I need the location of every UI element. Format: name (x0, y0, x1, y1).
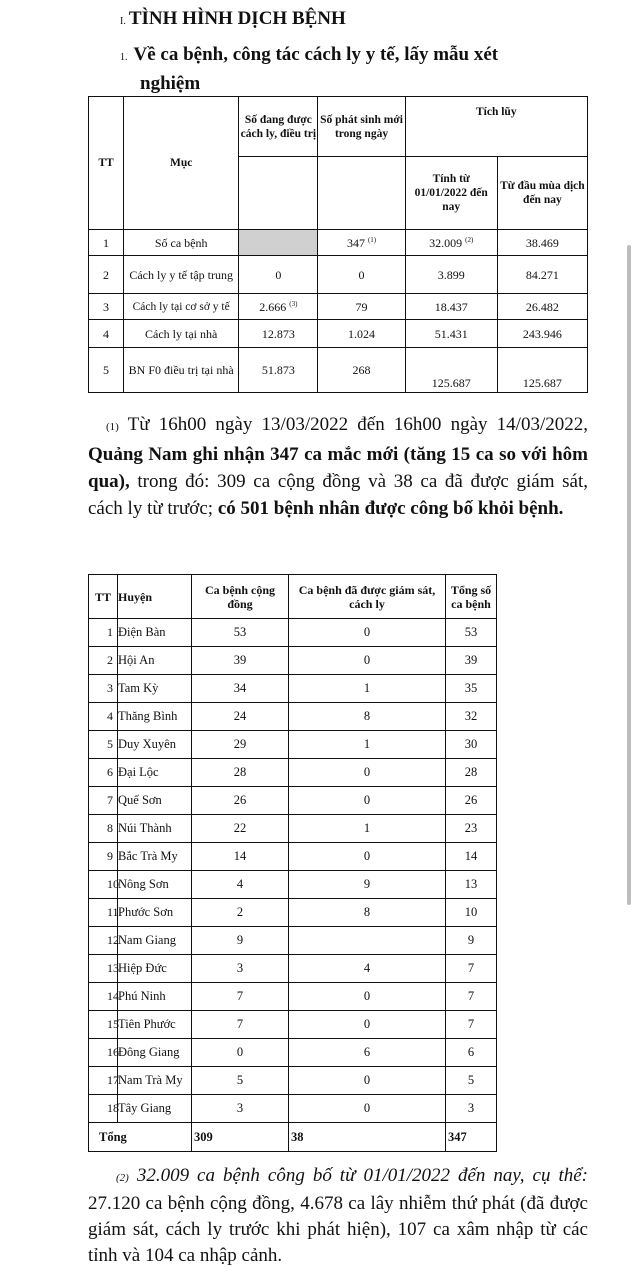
subsection-title-line1: Về ca bệnh, công tác cách ly y tế, lấy mẫu xét (133, 44, 499, 65)
cell-huyen: Quế Sơn (118, 787, 192, 815)
table-row (89, 899, 497, 927)
cell-tt: 7 (89, 787, 118, 815)
header-tich-luy: Tích lũy (405, 97, 587, 157)
cell-huyen: Đại Lộc (118, 759, 192, 787)
cell-huyen: Đông Giang (118, 1039, 192, 1067)
cell-giam-sat: 0 (289, 1067, 446, 1095)
header-tong-so: Tổng số ca bệnh (446, 575, 497, 619)
cell-cong-dong: 22 (192, 815, 289, 843)
cell-tu2022: 18.437 (405, 294, 497, 320)
header-cong-dong: Ca bệnh cộng đồng (192, 575, 289, 619)
table-row (89, 983, 497, 1011)
summary-table (88, 96, 588, 393)
total-row (89, 1123, 497, 1152)
cell-tt: 15 (89, 1011, 118, 1039)
cell-moi: 79 (318, 294, 405, 320)
cell-tt: 18 (89, 1095, 118, 1123)
table-row (89, 955, 497, 983)
footnote-mark: (3) (289, 299, 298, 308)
cell-tong: 53 (446, 619, 497, 647)
cell-tong: 243.946 (497, 320, 587, 348)
cell-giam-sat: 0 (289, 647, 446, 675)
cell-tt: 11 (89, 899, 118, 927)
table-row (89, 815, 497, 843)
cell-tt: 6 (89, 759, 118, 787)
table-row (89, 759, 497, 787)
para-bold: có 501 bệnh nhân được công bố khỏi bệnh. (217, 498, 564, 519)
para-text: Từ 16h00 ngày 13/03/2022 đến 16h00 ngày 14/03/2022, (118, 414, 588, 435)
cell-tong: 7 (446, 983, 497, 1011)
cell-tong: 32 (446, 703, 497, 731)
cell-giam-sat: 0 (289, 787, 446, 815)
cell-huyen: Thăng Bình (118, 703, 192, 731)
cell-cong-dong: 24 (192, 703, 289, 731)
para-bold: Quảng Nam ghi nhận 347 ca mắc mới (tăng 15 ca so với hôm qua), (88, 444, 588, 492)
cell-cong-dong: 26 (192, 787, 289, 815)
cell-dang: 12.873 (239, 320, 318, 348)
header-tt: TT (89, 97, 124, 230)
cell-giam-sat: 0 (289, 843, 446, 871)
cell-tong: 28 (446, 759, 497, 787)
cell-giam-sat: 8 (289, 703, 446, 731)
value: 2.666 (259, 299, 287, 314)
cell-huyen: Tây Giang (118, 1095, 192, 1123)
header-empty (239, 157, 318, 230)
cell-tong: 10 (446, 899, 497, 927)
cell-giam-sat: 6 (289, 1039, 446, 1067)
cell-huyen: Bắc Trà My (118, 843, 192, 871)
cell-cong-dong: 39 (192, 647, 289, 675)
cell-muc: Cách ly tại cơ sở y tế (124, 294, 239, 320)
cell-tong: 26 (446, 787, 497, 815)
total-tong: 347 (446, 1123, 497, 1152)
cell-tt: 10 (89, 871, 118, 899)
cell-moi: 1.024 (318, 320, 405, 348)
cell-tt: 13 (89, 955, 118, 983)
cell-huyen: Phú Ninh (118, 983, 192, 1011)
cell-tt: 2 (89, 647, 118, 675)
cell-tt: 5 (89, 731, 118, 759)
header-giam-sat: Ca bệnh đã được giám sát, cách ly (289, 575, 446, 619)
footnote-mark: (1) (106, 421, 119, 433)
cell-tong: 23 (446, 815, 497, 843)
cell-tt: 4 (89, 320, 124, 348)
table-row (89, 348, 588, 393)
header-tt: TT (89, 575, 118, 619)
cell-tong: 35 (446, 675, 497, 703)
cell-huyen: Nông Sơn (118, 871, 192, 899)
cell-huyen: Hội An (118, 647, 192, 675)
cell-tu2022 (405, 230, 497, 256)
cell-tong: 9 (446, 927, 497, 955)
cell-muc: Cách ly y tế tập trung (124, 256, 239, 294)
scrollbar[interactable] (627, 245, 631, 905)
cell-tt: 3 (89, 675, 118, 703)
cell-dang: 51.873 (239, 348, 318, 393)
cell-cong-dong: 7 (192, 983, 289, 1011)
header-phat-sinh: Số phát sinh mới trong ngày (318, 97, 405, 157)
header-huyen: Huyện (118, 575, 192, 619)
cell-giam-sat: 1 (289, 815, 446, 843)
cell-huyen: Tiên Phước (118, 1011, 192, 1039)
table-row (89, 675, 497, 703)
subsection-heading (120, 42, 600, 97)
cell-tong: 125.687 (497, 348, 587, 393)
total-label: Tổng (89, 1123, 192, 1152)
cell-tt: 5 (89, 348, 124, 393)
subsection-title-line2: nghiệm (140, 73, 201, 94)
footnote-mark: (1) (367, 235, 377, 244)
cell-tt: 1 (89, 619, 118, 647)
table-row (89, 731, 497, 759)
cell-huyen: Núi Thành (118, 815, 192, 843)
table-row (89, 647, 497, 675)
cell-huyen: Phước Sơn (118, 899, 192, 927)
cell-dang: 0 (239, 256, 318, 294)
district-table (88, 574, 497, 1152)
table-row (89, 320, 588, 348)
cell-giam-sat: 9 (289, 871, 446, 899)
cell-tt: 17 (89, 1067, 118, 1095)
cell-cong-dong: 0 (192, 1039, 289, 1067)
cell-tong: 6 (446, 1039, 497, 1067)
header-empty (318, 157, 405, 230)
cell-dang (239, 294, 318, 320)
cell-tu2022: 51.431 (405, 320, 497, 348)
footnote-mark: (2) (465, 235, 474, 244)
cell-tong: 30 (446, 731, 497, 759)
cell-huyen: Điện Bàn (118, 619, 192, 647)
table-row (89, 1039, 497, 1067)
subsection-number: 1. (120, 52, 128, 63)
cell-giam-sat (289, 927, 446, 955)
table-row (89, 294, 588, 320)
cell-muc: BN F0 điều trị tại nhà (124, 348, 239, 393)
cell-giam-sat: 0 (289, 759, 446, 787)
cell-cong-dong: 28 (192, 759, 289, 787)
table-row (89, 703, 497, 731)
cell-cong-dong: 9 (192, 927, 289, 955)
cell-cong-dong: 5 (192, 1067, 289, 1095)
table-row (89, 1011, 497, 1039)
table-row (89, 230, 588, 256)
cell-moi: 268 (318, 348, 405, 393)
cell-cong-dong: 53 (192, 619, 289, 647)
total-cd: 309 (192, 1123, 289, 1152)
cell-giam-sat: 0 (289, 1095, 446, 1123)
table-row (89, 256, 588, 294)
para-italic: 32.009 ca bệnh công bố từ 01/01/2022 đến nay, cụ thể: (128, 1165, 588, 1186)
cell-giam-sat: 0 (289, 619, 446, 647)
cell-moi: 0 (318, 256, 405, 294)
cell-cong-dong: 34 (192, 675, 289, 703)
cell-giam-sat: 1 (289, 675, 446, 703)
cell-giam-sat: 8 (289, 899, 446, 927)
cell-huyen: Tam Kỳ (118, 675, 192, 703)
header-tu-dau-mua: Từ đầu mùa dịch đến nay (497, 157, 587, 230)
cell-huyen: Nam Trà My (118, 1067, 192, 1095)
cell-cong-dong: 4 (192, 871, 289, 899)
section-title: TÌNH HÌNH DỊCH BỆNH (128, 8, 346, 29)
cell-tt: 12 (89, 927, 118, 955)
cell-cong-dong: 14 (192, 843, 289, 871)
cell-tt: 8 (89, 815, 118, 843)
table-row (89, 871, 497, 899)
cell-giam-sat: 0 (289, 983, 446, 1011)
cell-giam-sat: 0 (289, 1011, 446, 1039)
cell-muc: Số ca bệnh (124, 230, 239, 256)
cell-tong: 26.482 (497, 294, 587, 320)
cell-tong: 84.271 (497, 256, 587, 294)
cell-tu2022: 3.899 (405, 256, 497, 294)
header-tu-2022: Tính từ 01/01/2022 đến nay (405, 157, 497, 230)
cell-huyen: Duy Xuyên (118, 731, 192, 759)
cell-cong-dong: 3 (192, 955, 289, 983)
value: 32.009 (429, 235, 463, 250)
cell-tt: 14 (89, 983, 118, 1011)
cell-moi (318, 230, 405, 256)
cell-giam-sat: 1 (289, 731, 446, 759)
cell-huyen: Hiệp Đức (118, 955, 192, 983)
cell-tong: 7 (446, 955, 497, 983)
cell-tong: 13 (446, 871, 497, 899)
cell-cong-dong: 2 (192, 899, 289, 927)
footnote-mark: (2) (116, 1172, 129, 1184)
table-row (89, 787, 497, 815)
header-muc: Mục (124, 97, 239, 230)
table-row (89, 843, 497, 871)
header-dang-cach-ly: Số đang được cách ly, điều trị (239, 97, 318, 157)
cell-tu2022: 125.687 (405, 348, 497, 393)
cell-cong-dong: 3 (192, 1095, 289, 1123)
cell-tt: 2 (89, 256, 124, 294)
table-row (89, 927, 497, 955)
cell-shaded (239, 230, 318, 256)
cell-tong: 38.469 (497, 230, 587, 256)
cell-tt: 1 (89, 230, 124, 256)
table-row (89, 1095, 497, 1123)
cell-giam-sat: 4 (289, 955, 446, 983)
section-number: I. (120, 16, 126, 27)
paragraph-cumulative (88, 1163, 588, 1269)
para-text: 27.120 ca bệnh cộng đồng, 4.678 ca lây nhiễm thứ phát (đã được giám sát, cách ly trước khi phát hiện), 107 ca xâm nhập từ các tỉnh và 104 ca nhập cảnh. (88, 1193, 588, 1266)
cell-tt: 4 (89, 703, 118, 731)
cell-tt: 16 (89, 1039, 118, 1067)
cell-cong-dong: 7 (192, 1011, 289, 1039)
paragraph-new-cases (88, 411, 588, 522)
cell-tong: 39 (446, 647, 497, 675)
cell-tong: 7 (446, 1011, 497, 1039)
value: 347 (346, 235, 365, 250)
cell-tt: 3 (89, 294, 124, 320)
cell-tt: 9 (89, 843, 118, 871)
cell-huyen: Nam Giang (118, 927, 192, 955)
total-gs: 38 (289, 1123, 446, 1152)
para-text: trong đó: 309 ca cộng đồng và 38 ca đã được giám sát, cách ly từ trước; (88, 471, 588, 519)
section-heading (120, 8, 346, 30)
table-row (89, 619, 497, 647)
cell-tong: 3 (446, 1095, 497, 1123)
cell-tong: 5 (446, 1067, 497, 1095)
cell-cong-dong: 29 (192, 731, 289, 759)
cell-tong: 14 (446, 843, 497, 871)
cell-muc: Cách ly tại nhà (124, 320, 239, 348)
table-row (89, 1067, 497, 1095)
